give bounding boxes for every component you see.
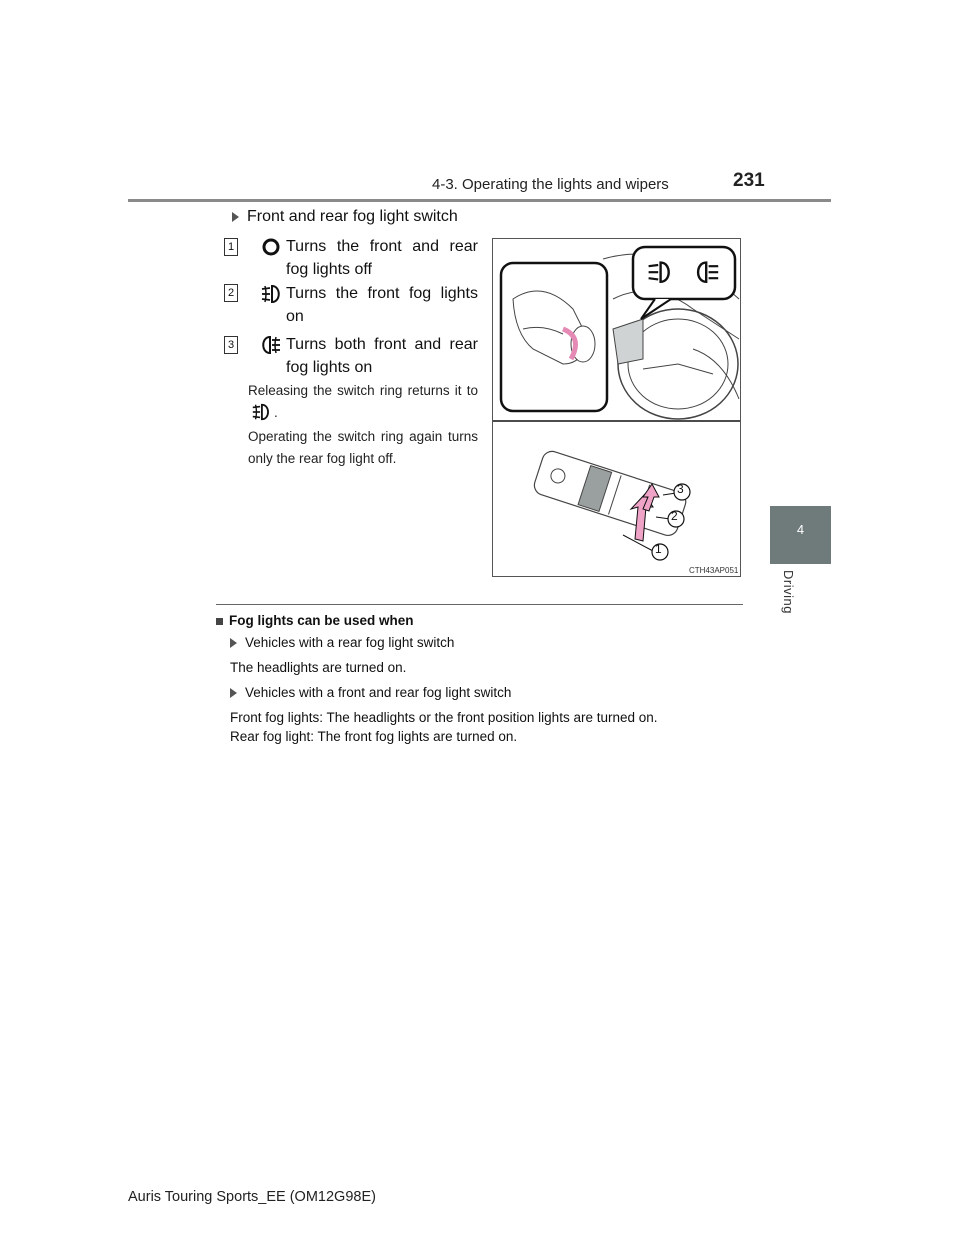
item-text-3: Turns both front and rear fog lights on bbox=[286, 336, 478, 376]
page-number: 231 bbox=[733, 170, 765, 191]
square-bullet-icon bbox=[216, 618, 223, 625]
front-fog-icon bbox=[259, 283, 283, 305]
illustration-code: CTH43AP051 bbox=[689, 566, 739, 575]
item-text-1: Turns the front and rear fog lights off bbox=[286, 238, 478, 278]
chapter-label: Driving bbox=[781, 570, 796, 614]
front-fog-inline-icon bbox=[250, 402, 272, 422]
item-number-1: 1 bbox=[224, 238, 238, 256]
vehicle1-detail: The headlights are turned on. bbox=[230, 660, 407, 675]
item-text-2: Turns the front fog lights on bbox=[286, 285, 478, 325]
fog-switch-illustration bbox=[492, 238, 741, 577]
vehicle2-text: Vehicles with a front and rear fog light switch bbox=[245, 685, 512, 700]
off-ring-icon bbox=[259, 236, 283, 258]
vehicle2-label bbox=[230, 683, 511, 702]
illustration-drawing bbox=[493, 239, 740, 576]
note-release-text: Releasing the switch ring returns it to bbox=[248, 383, 478, 398]
conditions-heading bbox=[216, 613, 414, 628]
header-rule bbox=[128, 199, 831, 202]
fog-switch-heading bbox=[232, 208, 458, 226]
callout-1: 1 bbox=[655, 542, 662, 556]
rear-fog-icon bbox=[259, 334, 283, 356]
footer-model: Auris Touring Sports_EE (OM12G98E) bbox=[128, 1189, 376, 1205]
note-release bbox=[248, 380, 478, 424]
callout-2: 2 bbox=[671, 509, 678, 523]
chapter-tab bbox=[770, 506, 831, 564]
fog-switch-heading-text: Front and rear fog light switch bbox=[247, 208, 458, 225]
triangle-bullet-icon bbox=[230, 638, 237, 648]
triangle-bullet-icon bbox=[232, 212, 239, 222]
conditions-heading-text: Fog lights can be used when bbox=[229, 613, 414, 628]
note-release-end: . bbox=[274, 405, 278, 420]
vehicle1-text: Vehicles with a rear fog light switch bbox=[245, 635, 455, 650]
section-rule bbox=[216, 604, 743, 605]
triangle-bullet-icon bbox=[230, 688, 237, 698]
callout-3: 3 bbox=[677, 482, 684, 496]
item-number-3: 3 bbox=[224, 336, 238, 354]
vehicle1-label bbox=[230, 633, 454, 652]
item-number-2: 2 bbox=[224, 284, 238, 302]
section-title: 4-3. Operating the lights and wipers bbox=[432, 176, 669, 193]
vehicle2-detail-1: Front fog lights: The headlights or the front position lights are turned on. bbox=[230, 710, 658, 725]
note-again: Operating the switch ring again turns only the rear fog light off. bbox=[248, 429, 478, 466]
chapter-number: 4 bbox=[796, 522, 805, 537]
vehicle2-detail-2: Rear fog light: The front fog lights are turned on. bbox=[230, 729, 518, 744]
